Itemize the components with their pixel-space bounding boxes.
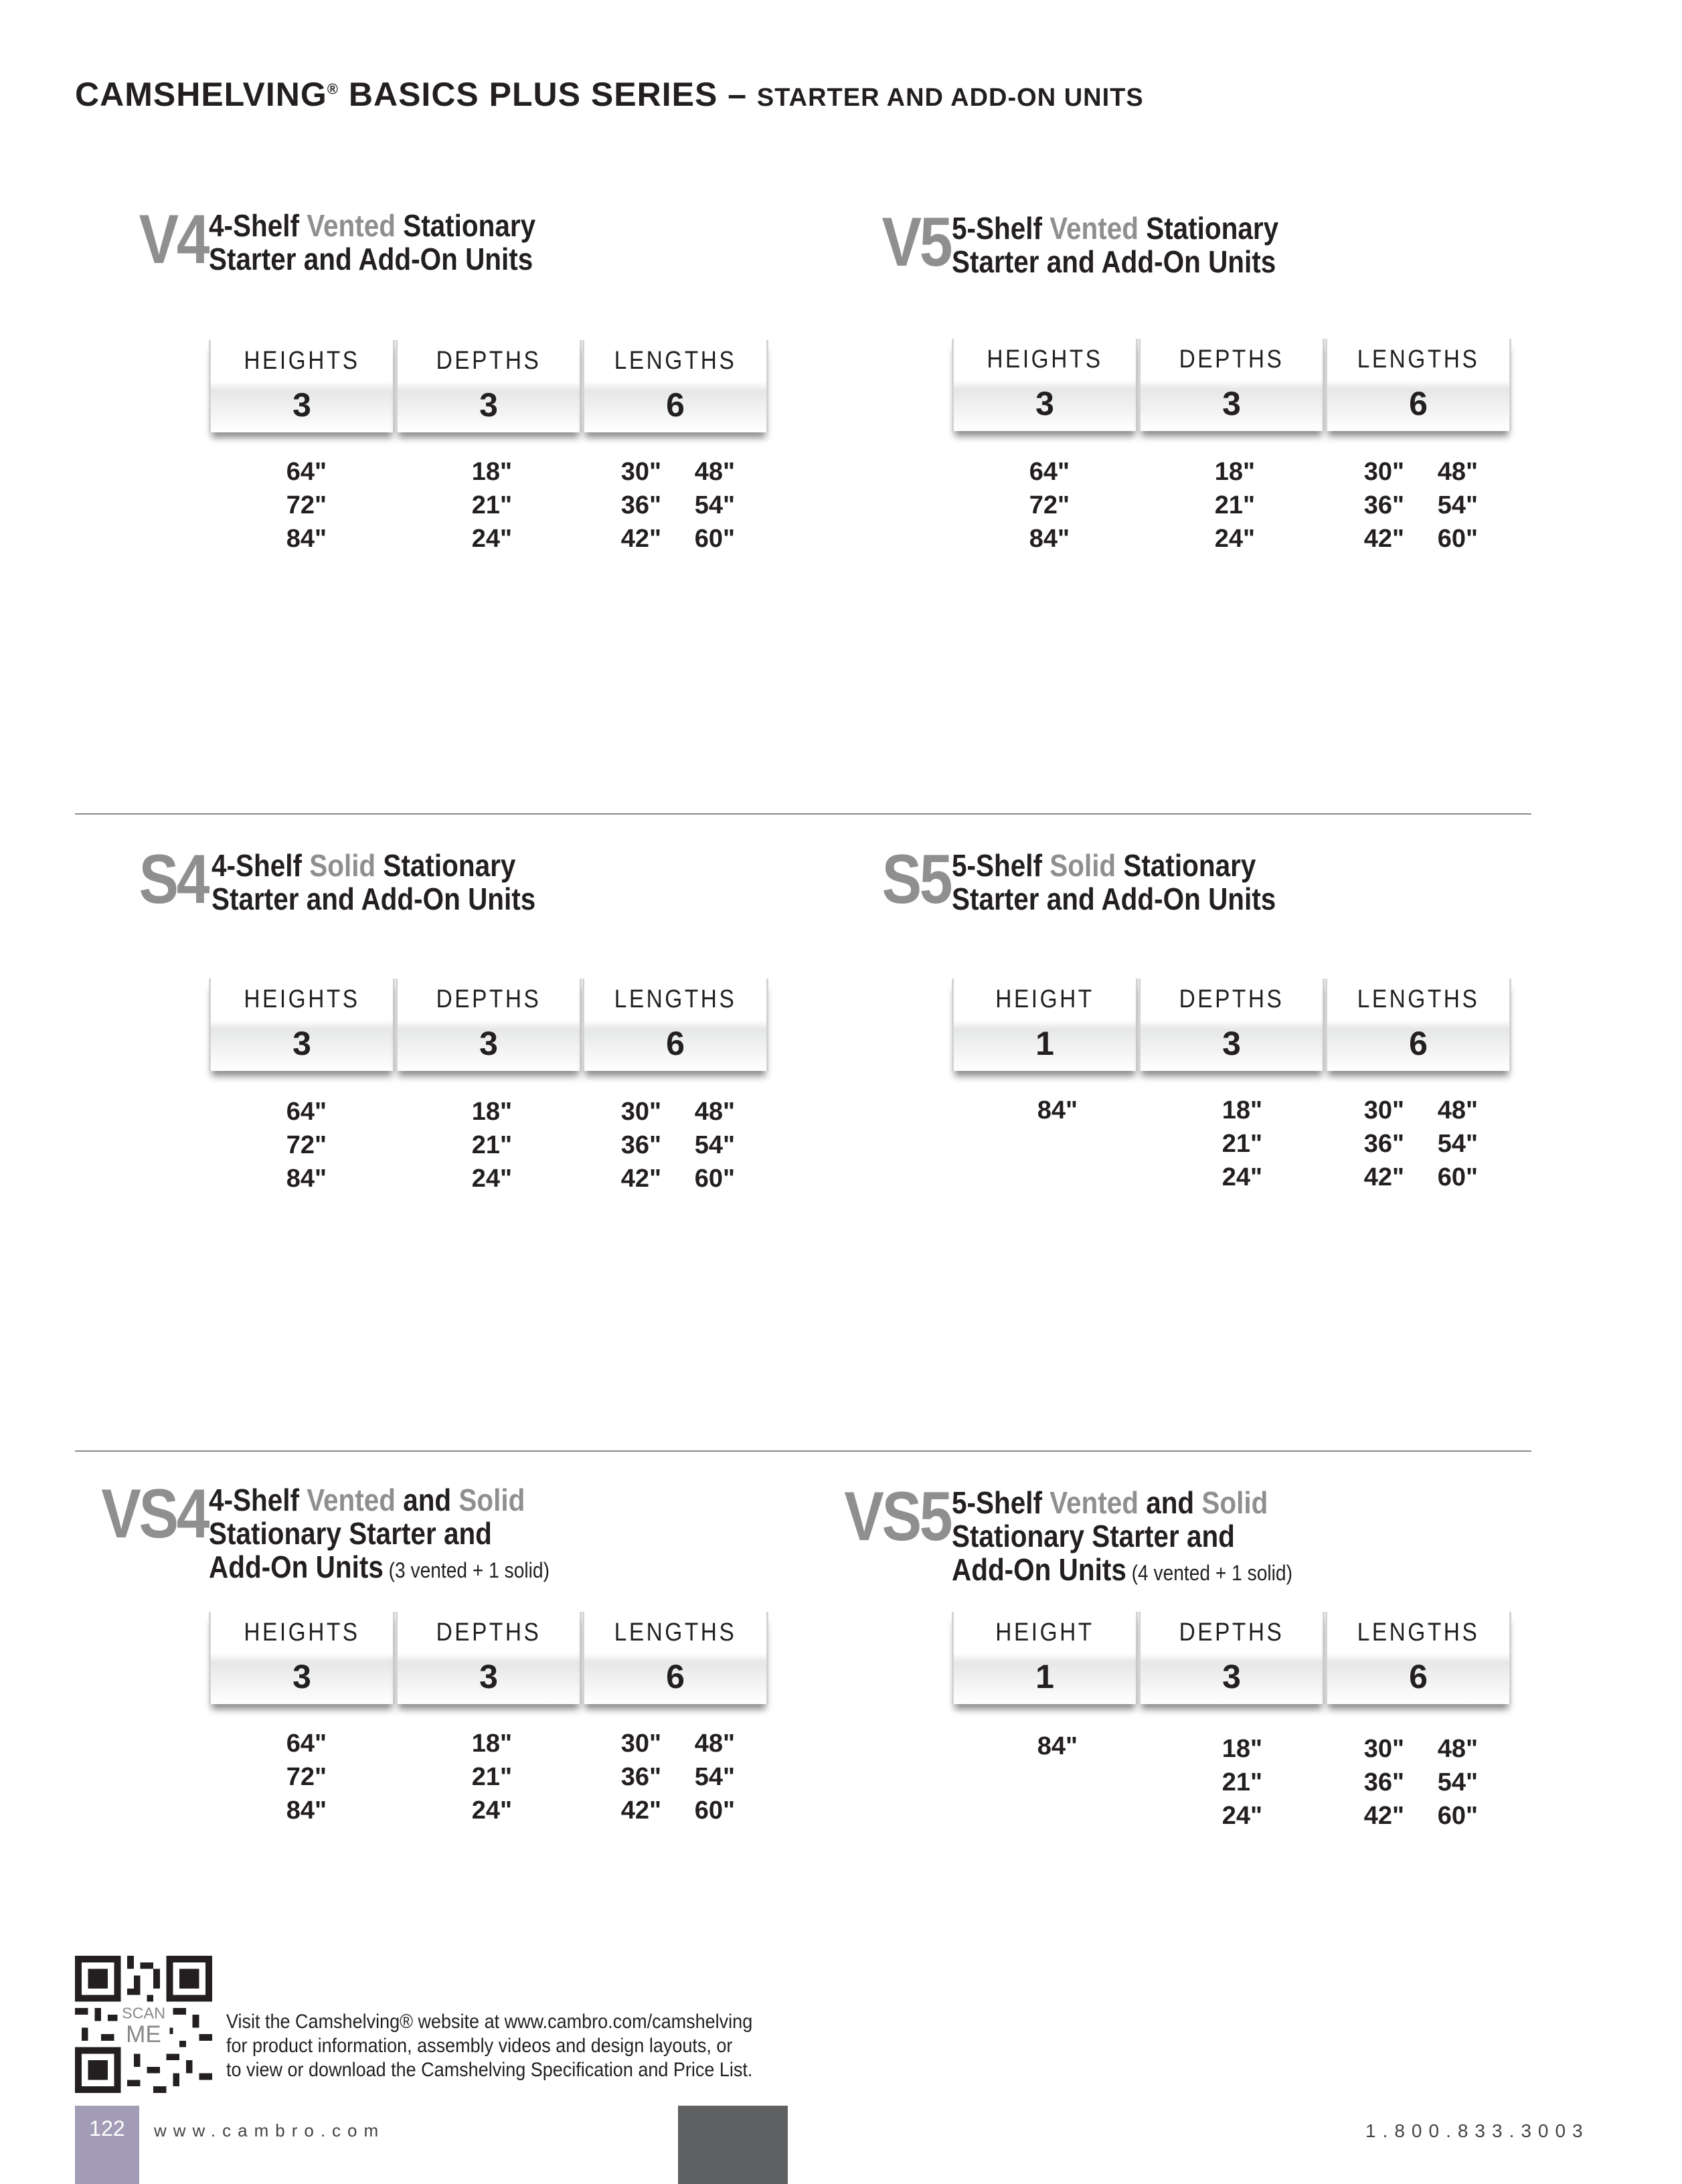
depth-value: 24" [471, 525, 512, 553]
desc-text: Stationary [375, 848, 516, 883]
height-value: 64" [286, 1730, 327, 1758]
height-value: 72" [286, 1763, 327, 1791]
length-value: 36" [620, 1763, 661, 1791]
height-value: 84" [1029, 525, 1070, 553]
spec-count: 6 [666, 386, 685, 424]
spec-count: 3 [292, 386, 311, 424]
page-subtitle: STARTER AND ADD-ON UNITS [756, 84, 1144, 112]
height-value: 64" [1029, 458, 1070, 486]
product-code: S4 [139, 841, 207, 918]
product-code: VS5 [844, 1478, 950, 1556]
spec-header: HEIGHT [995, 1618, 1094, 1647]
depth-value: 21" [471, 1763, 512, 1791]
length-value: 48" [694, 1730, 735, 1758]
spec-header: DEPTHS [1179, 985, 1284, 1013]
length-value: 42" [620, 1796, 661, 1825]
length-value: 36" [620, 1131, 661, 1159]
spec-count: 3 [479, 386, 498, 424]
spec-count: 3 [479, 1658, 498, 1695]
spec-header: LENGTHS [614, 1618, 737, 1647]
depths-list [1195, 1732, 1262, 1833]
length-value: 36" [620, 491, 661, 519]
spec-table [952, 1612, 1507, 1712]
spec-header: DEPTHS [436, 347, 541, 375]
height-value: 72" [286, 491, 327, 519]
product-code: V4 [139, 201, 207, 278]
section-tab [678, 2106, 788, 2184]
depths-list [445, 1727, 512, 1827]
spec-header: LENGTHS [614, 985, 737, 1013]
depth-value: 21" [471, 1131, 512, 1159]
length-value: 48" [1437, 1735, 1478, 1763]
depth-value: 24" [1214, 525, 1255, 553]
length-value: 42" [1363, 1163, 1404, 1191]
product-description [212, 849, 742, 916]
spec-count: 3 [1222, 385, 1241, 422]
lengths-list-a [1337, 1732, 1404, 1833]
spec-header: DEPTHS [436, 985, 541, 1013]
registered-mark: ® [327, 80, 339, 98]
footer-line: for product information, assembly videos and design layouts, or [226, 2035, 733, 2057]
length-value: 30" [620, 1098, 661, 1126]
length-value: 60" [1437, 525, 1478, 553]
length-value: 36" [1363, 1768, 1404, 1796]
product-vs5 [817, 1478, 1553, 1887]
length-value: 60" [694, 525, 735, 553]
desc-text: Starter and Add-On Units [952, 244, 1276, 279]
desc-text: Stationary Starter and [952, 1519, 1235, 1553]
desc-text: 4-Shelf [209, 208, 307, 243]
height-value: 64" [286, 458, 327, 486]
product-description [209, 209, 739, 276]
phone-number: 1.800.833.3003 [1365, 2120, 1590, 2141]
length-value: 42" [1363, 1802, 1404, 1830]
length-value: 54" [694, 1763, 735, 1791]
lengths-list-b [1411, 455, 1478, 556]
spec-header: LENGTHS [1357, 985, 1480, 1013]
lengths-list-a [1337, 455, 1404, 556]
footer-info-text [226, 2010, 752, 2082]
length-value: 54" [694, 491, 735, 519]
desc-text: and [1138, 1485, 1202, 1520]
depth-value: 24" [471, 1165, 512, 1193]
depths-list [445, 455, 512, 556]
length-value: 60" [1437, 1802, 1478, 1830]
desc-text: 5-Shelf [952, 211, 1050, 246]
length-value: 30" [620, 1730, 661, 1758]
spec-table [209, 979, 764, 1079]
height-value: 64" [286, 1098, 327, 1126]
spec-table [209, 1612, 764, 1712]
lengths-list-b [1411, 1732, 1478, 1833]
series-name: BASICS PLUS SERIES – [338, 76, 757, 113]
length-value: 48" [694, 458, 735, 486]
depth-value: 18" [471, 458, 512, 486]
length-value: 54" [1437, 1130, 1478, 1158]
section-divider [75, 1450, 1531, 1452]
depths-list [1188, 455, 1255, 556]
spec-column-heights [209, 340, 395, 432]
height-value: 84" [286, 525, 327, 553]
depth-value: 21" [1214, 491, 1255, 519]
spec-column-depths [1139, 339, 1325, 431]
length-value: 60" [694, 1165, 735, 1193]
desc-text: Add-On Units [209, 1549, 384, 1584]
spec-count: 3 [1035, 385, 1054, 422]
spec-header: HEIGHT [995, 985, 1094, 1013]
desc-text: 5-Shelf [952, 1485, 1050, 1520]
spec-count: 3 [479, 1025, 498, 1062]
desc-highlight: Vented [307, 208, 396, 243]
spec-table [209, 340, 764, 440]
lengths-list-a [594, 1095, 661, 1195]
spec-table [952, 979, 1507, 1079]
depth-value: 24" [1222, 1163, 1262, 1191]
product-v4 [74, 201, 810, 610]
desc-text: Starter and Add-On Units [212, 881, 536, 916]
desc-text: Stationary [1116, 848, 1256, 883]
spec-column-lengths [1325, 1612, 1511, 1704]
desc-text: Stationary [1138, 211, 1279, 246]
spec-column-lengths [582, 340, 768, 432]
depth-value: 24" [471, 1796, 512, 1825]
product-s4 [74, 841, 810, 1250]
spec-column-depths [1139, 979, 1325, 1071]
desc-text: 4-Shelf [209, 1483, 307, 1517]
length-value: 36" [1363, 1130, 1404, 1158]
depth-value: 21" [1222, 1130, 1262, 1158]
lengths-list-b [1411, 1094, 1478, 1194]
depth-value: 18" [1222, 1096, 1262, 1124]
length-value: 48" [1437, 458, 1478, 486]
product-s5 [817, 841, 1553, 1250]
spec-column-heights [952, 339, 1138, 431]
length-value: 54" [1437, 1768, 1478, 1796]
product-code: S5 [881, 841, 950, 918]
qr-me-label: ME [126, 2021, 161, 2047]
spec-count: 6 [666, 1025, 685, 1062]
product-code: V5 [881, 203, 950, 281]
heights-list [260, 455, 327, 556]
heights-list [1003, 455, 1070, 556]
spec-column-depths [1139, 1612, 1325, 1704]
desc-highlight: Solid [1201, 1485, 1268, 1520]
desc-highlight: Vented [1049, 211, 1139, 246]
product-description [952, 212, 1482, 278]
length-value: 42" [1363, 525, 1404, 553]
website-url[interactable]: www.cambro.com [154, 2120, 386, 2140]
depth-value: 24" [1222, 1802, 1262, 1830]
depth-value: 18" [471, 1730, 512, 1758]
spec-column-lengths [582, 979, 768, 1071]
qr-scan-label: SCAN [121, 2004, 166, 2022]
spec-column-height [952, 1612, 1138, 1704]
height-value: 84" [286, 1165, 327, 1193]
spec-count: 3 [1222, 1025, 1241, 1062]
lengths-list-b [668, 455, 735, 556]
desc-highlight: Vented [1049, 1485, 1139, 1520]
height-value: 84" [1037, 1096, 1078, 1124]
spec-count: 6 [1409, 385, 1428, 422]
desc-text: 5-Shelf [952, 848, 1050, 883]
spec-column-lengths [1325, 339, 1511, 431]
spec-header: DEPTHS [436, 1618, 541, 1647]
brand-name: CAMSHELVING [75, 76, 327, 113]
length-value: 42" [620, 1165, 661, 1193]
length-value: 54" [1437, 491, 1478, 519]
length-value: 54" [694, 1131, 735, 1159]
lengths-list-a [594, 455, 661, 556]
spec-column-depths [396, 1612, 582, 1704]
spec-header: HEIGHTS [244, 1618, 360, 1647]
page-number: 122 [89, 2116, 125, 2140]
product-description [952, 849, 1482, 916]
desc-highlight: Vented [307, 1483, 396, 1517]
length-value: 48" [694, 1098, 735, 1126]
spec-header: DEPTHS [1179, 1618, 1284, 1647]
spec-column-lengths [582, 1612, 768, 1704]
heights-list [1011, 1094, 1078, 1127]
spec-count: 3 [292, 1025, 311, 1062]
page-title [75, 75, 1144, 114]
spec-count: 6 [666, 1658, 685, 1695]
product-vs4 [74, 1475, 810, 1885]
spec-count: 3 [1222, 1658, 1241, 1695]
length-value: 42" [620, 525, 661, 553]
qr-code-icon[interactable] [75, 1956, 212, 2093]
length-value: 30" [1363, 1735, 1404, 1763]
spec-column-depths [396, 340, 582, 432]
height-value: 72" [286, 1131, 327, 1159]
depths-list [1195, 1094, 1262, 1194]
length-value: 36" [1363, 491, 1404, 519]
desc-text: Stationary Starter and [209, 1516, 492, 1551]
spec-column-heights [209, 979, 395, 1071]
depth-value: 18" [1214, 458, 1255, 486]
depths-list [445, 1095, 512, 1195]
length-value: 60" [1437, 1163, 1478, 1191]
section-divider [75, 813, 1531, 815]
spec-header: LENGTHS [1357, 1618, 1480, 1647]
desc-highlight: Solid [458, 1483, 525, 1517]
desc-highlight: Solid [309, 848, 376, 883]
spec-count: 6 [1409, 1025, 1428, 1062]
desc-text: Stationary [395, 208, 536, 243]
lengths-list-a [1337, 1094, 1404, 1194]
length-value: 60" [694, 1796, 735, 1825]
spec-table [952, 339, 1507, 439]
depth-value: 21" [471, 491, 512, 519]
spec-header: HEIGHTS [244, 347, 360, 375]
desc-text: Add-On Units [952, 1552, 1126, 1587]
length-value: 30" [1363, 1096, 1404, 1124]
spec-header: LENGTHS [614, 347, 737, 375]
product-v5 [817, 203, 1553, 613]
desc-text: Starter and Add-On Units [952, 881, 1276, 916]
heights-list [260, 1727, 327, 1827]
page-number-tab [75, 2106, 139, 2184]
spec-header: DEPTHS [1179, 345, 1284, 373]
desc-text: Starter and Add-On Units [209, 242, 533, 276]
footer-line: Visit the Camshelving® website at www.cambro.com/camshelving [226, 2011, 753, 2033]
product-description [952, 1486, 1482, 1590]
height-value: 72" [1029, 491, 1070, 519]
spec-header: LENGTHS [1357, 345, 1480, 373]
spec-column-depths [396, 979, 582, 1071]
lengths-list-a [594, 1727, 661, 1827]
desc-highlight: Solid [1049, 848, 1116, 883]
spec-count: 1 [1035, 1025, 1054, 1062]
spec-column-height [952, 979, 1138, 1071]
footer-line: to view or download the Camshelving Specification and Price List. [226, 2059, 753, 2081]
spec-header: HEIGHTS [987, 345, 1103, 373]
depth-value: 21" [1222, 1768, 1262, 1796]
spec-header: HEIGHTS [244, 985, 360, 1013]
spec-column-heights [209, 1612, 395, 1704]
lengths-list-b [668, 1095, 735, 1195]
desc-note: (4 vented + 1 solid) [1126, 1561, 1292, 1585]
desc-text: and [395, 1483, 459, 1517]
length-value: 30" [620, 458, 661, 486]
lengths-list-b [668, 1727, 735, 1827]
spec-count: 6 [1409, 1658, 1428, 1695]
spec-count: 1 [1035, 1658, 1054, 1695]
depth-value: 18" [471, 1098, 512, 1126]
desc-text: 4-Shelf [212, 848, 310, 883]
depth-value: 18" [1222, 1735, 1262, 1763]
height-value: 84" [1037, 1732, 1078, 1760]
heights-list [1011, 1730, 1078, 1763]
spec-count: 3 [292, 1658, 311, 1695]
length-value: 48" [1437, 1096, 1478, 1124]
length-value: 30" [1363, 458, 1404, 486]
desc-note: (3 vented + 1 solid) [383, 1558, 550, 1582]
product-description [209, 1483, 739, 1587]
spec-column-lengths [1325, 979, 1511, 1071]
product-code: VS4 [101, 1475, 207, 1553]
height-value: 84" [286, 1796, 327, 1825]
heights-list [260, 1095, 327, 1195]
